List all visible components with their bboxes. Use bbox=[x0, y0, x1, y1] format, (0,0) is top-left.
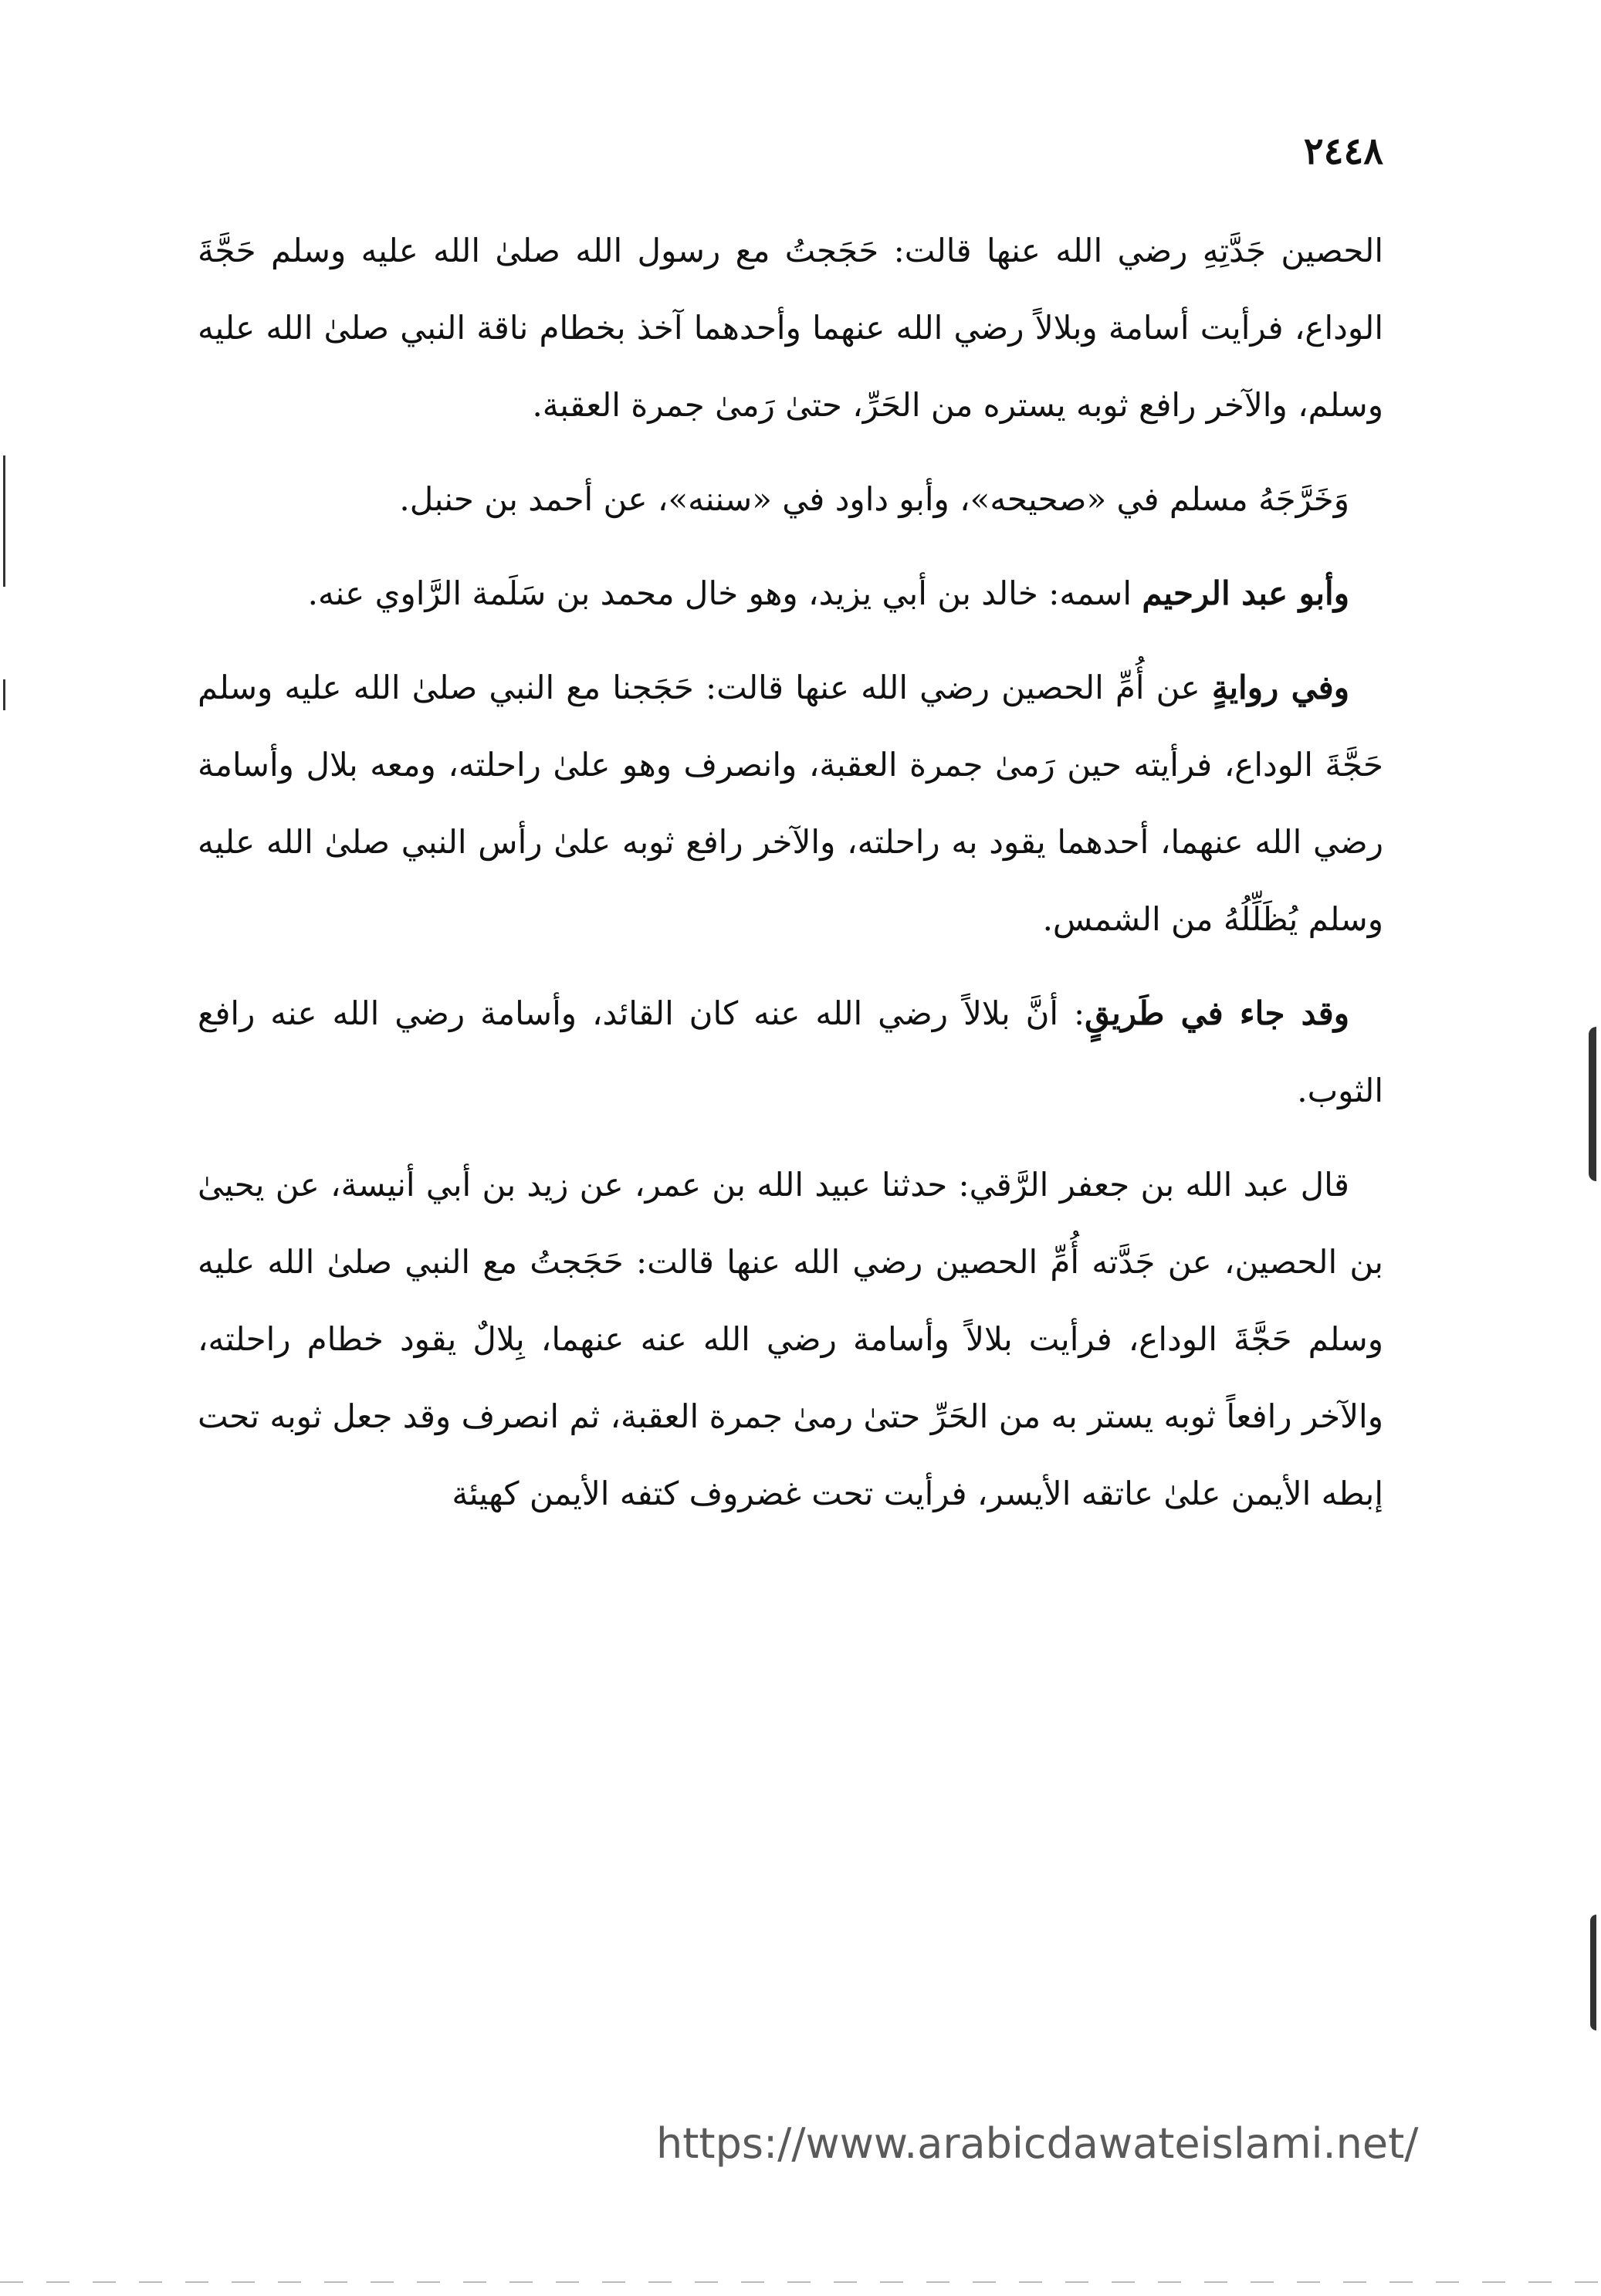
scan-bottom-edge bbox=[0, 2281, 1601, 2283]
scan-edge-mark bbox=[3, 455, 5, 587]
paragraph-4 bbox=[198, 649, 1383, 958]
scan-edge-mark bbox=[1590, 1915, 1596, 2030]
paragraph-5-lead: وقد جاء في طَريقٍ bbox=[1085, 994, 1349, 1032]
paragraph-2: وَخَرَّجَهُ مسلم في «صحيحه»، وأبو داود في «سننه»، عن أحمد بن حنبل. bbox=[399, 480, 1349, 518]
paragraph-1: الحصين جَدَّتِهِ رضي الله عنها قالت: حَجَجتُ مع رسول الله صلىٰ الله عليه وسلم حَجَّةَ الوداع، فرأيت أسامة وبلالاً رضي الله عنهما وأحدهما آخذ بخطام ناقة النبي صلىٰ الله عليه وسلم، والآخر رافع ثوبه يستره من الحَرِّ، حتىٰ رَمىٰ جمرة العقبة. bbox=[198, 232, 1383, 424]
paragraph-5 bbox=[198, 975, 1383, 1129]
scan-edge-mark bbox=[3, 679, 5, 710]
source-watermark: https://www.arabicdawateislami.net/ bbox=[656, 2119, 1419, 2168]
page-number: ٢٤٤٨ bbox=[1303, 130, 1383, 173]
paragraph-4-rest: عن أُمِّ الحصين رضي الله عنها قالت: حَجَجنا مع النبي صلىٰ الله عليه وسلم حَجَّةَ الوداع، فرأيته حين رَمىٰ جمرة العقبة، وانصرف وهو علىٰ راحلته، ومعه بلال وأسامة رضي الله عنهما، أحدهما يقود به راحلته، والآخر رافع ثوبه علىٰ رأس النبي صلىٰ الله عليه وسلم يُظَلِّلُهُ من الشمس. bbox=[198, 669, 1383, 938]
paragraph-4-lead: وفي روايةٍ bbox=[1211, 669, 1349, 706]
paragraph-3 bbox=[198, 555, 1383, 632]
paragraph-3-lead: وأبو عبد الرحيم bbox=[1142, 574, 1349, 612]
paragraph-3-rest: اسمه: خالد بن أبي يزيد، وهو خال محمد بن سَلَمة الرَّاوي عنه. bbox=[307, 574, 1132, 612]
page-body bbox=[198, 212, 1383, 1549]
scan-edge-mark bbox=[1589, 1027, 1596, 1181]
paragraph-5-rest: : أنَّ بلالاً رضي الله عنه كان القائد، وأسامة رضي الله عنه رافع الثوب. bbox=[198, 994, 1383, 1109]
paragraph-6: قال عبد الله بن جعفر الرَّقي: حدثنا عبيد الله بن عمر، عن زيد بن أبي أنيسة، عن يحيىٰ بن الحصين، عن جَدَّته أُمِّ الحصين رضي الله عنها قالت: حَجَجتُ مع النبي صلىٰ الله عليه وسلم حَجَّةَ الوداع، فرأيت بلالاً وأسامة رضي الله عنه عنهما، بِلالٌ يقود خطام راحلته، والآخر رافعاً ثوبه يستر به من الحَرِّ حتىٰ رمىٰ جمرة العقبة، ثم انصرف وقد جعل ثوبه تحت إبطه الأيمن علىٰ عاتقه الأيسر، فرأيت تحت غضروف كتفه الأيمن كهيئة bbox=[198, 1166, 1383, 1512]
